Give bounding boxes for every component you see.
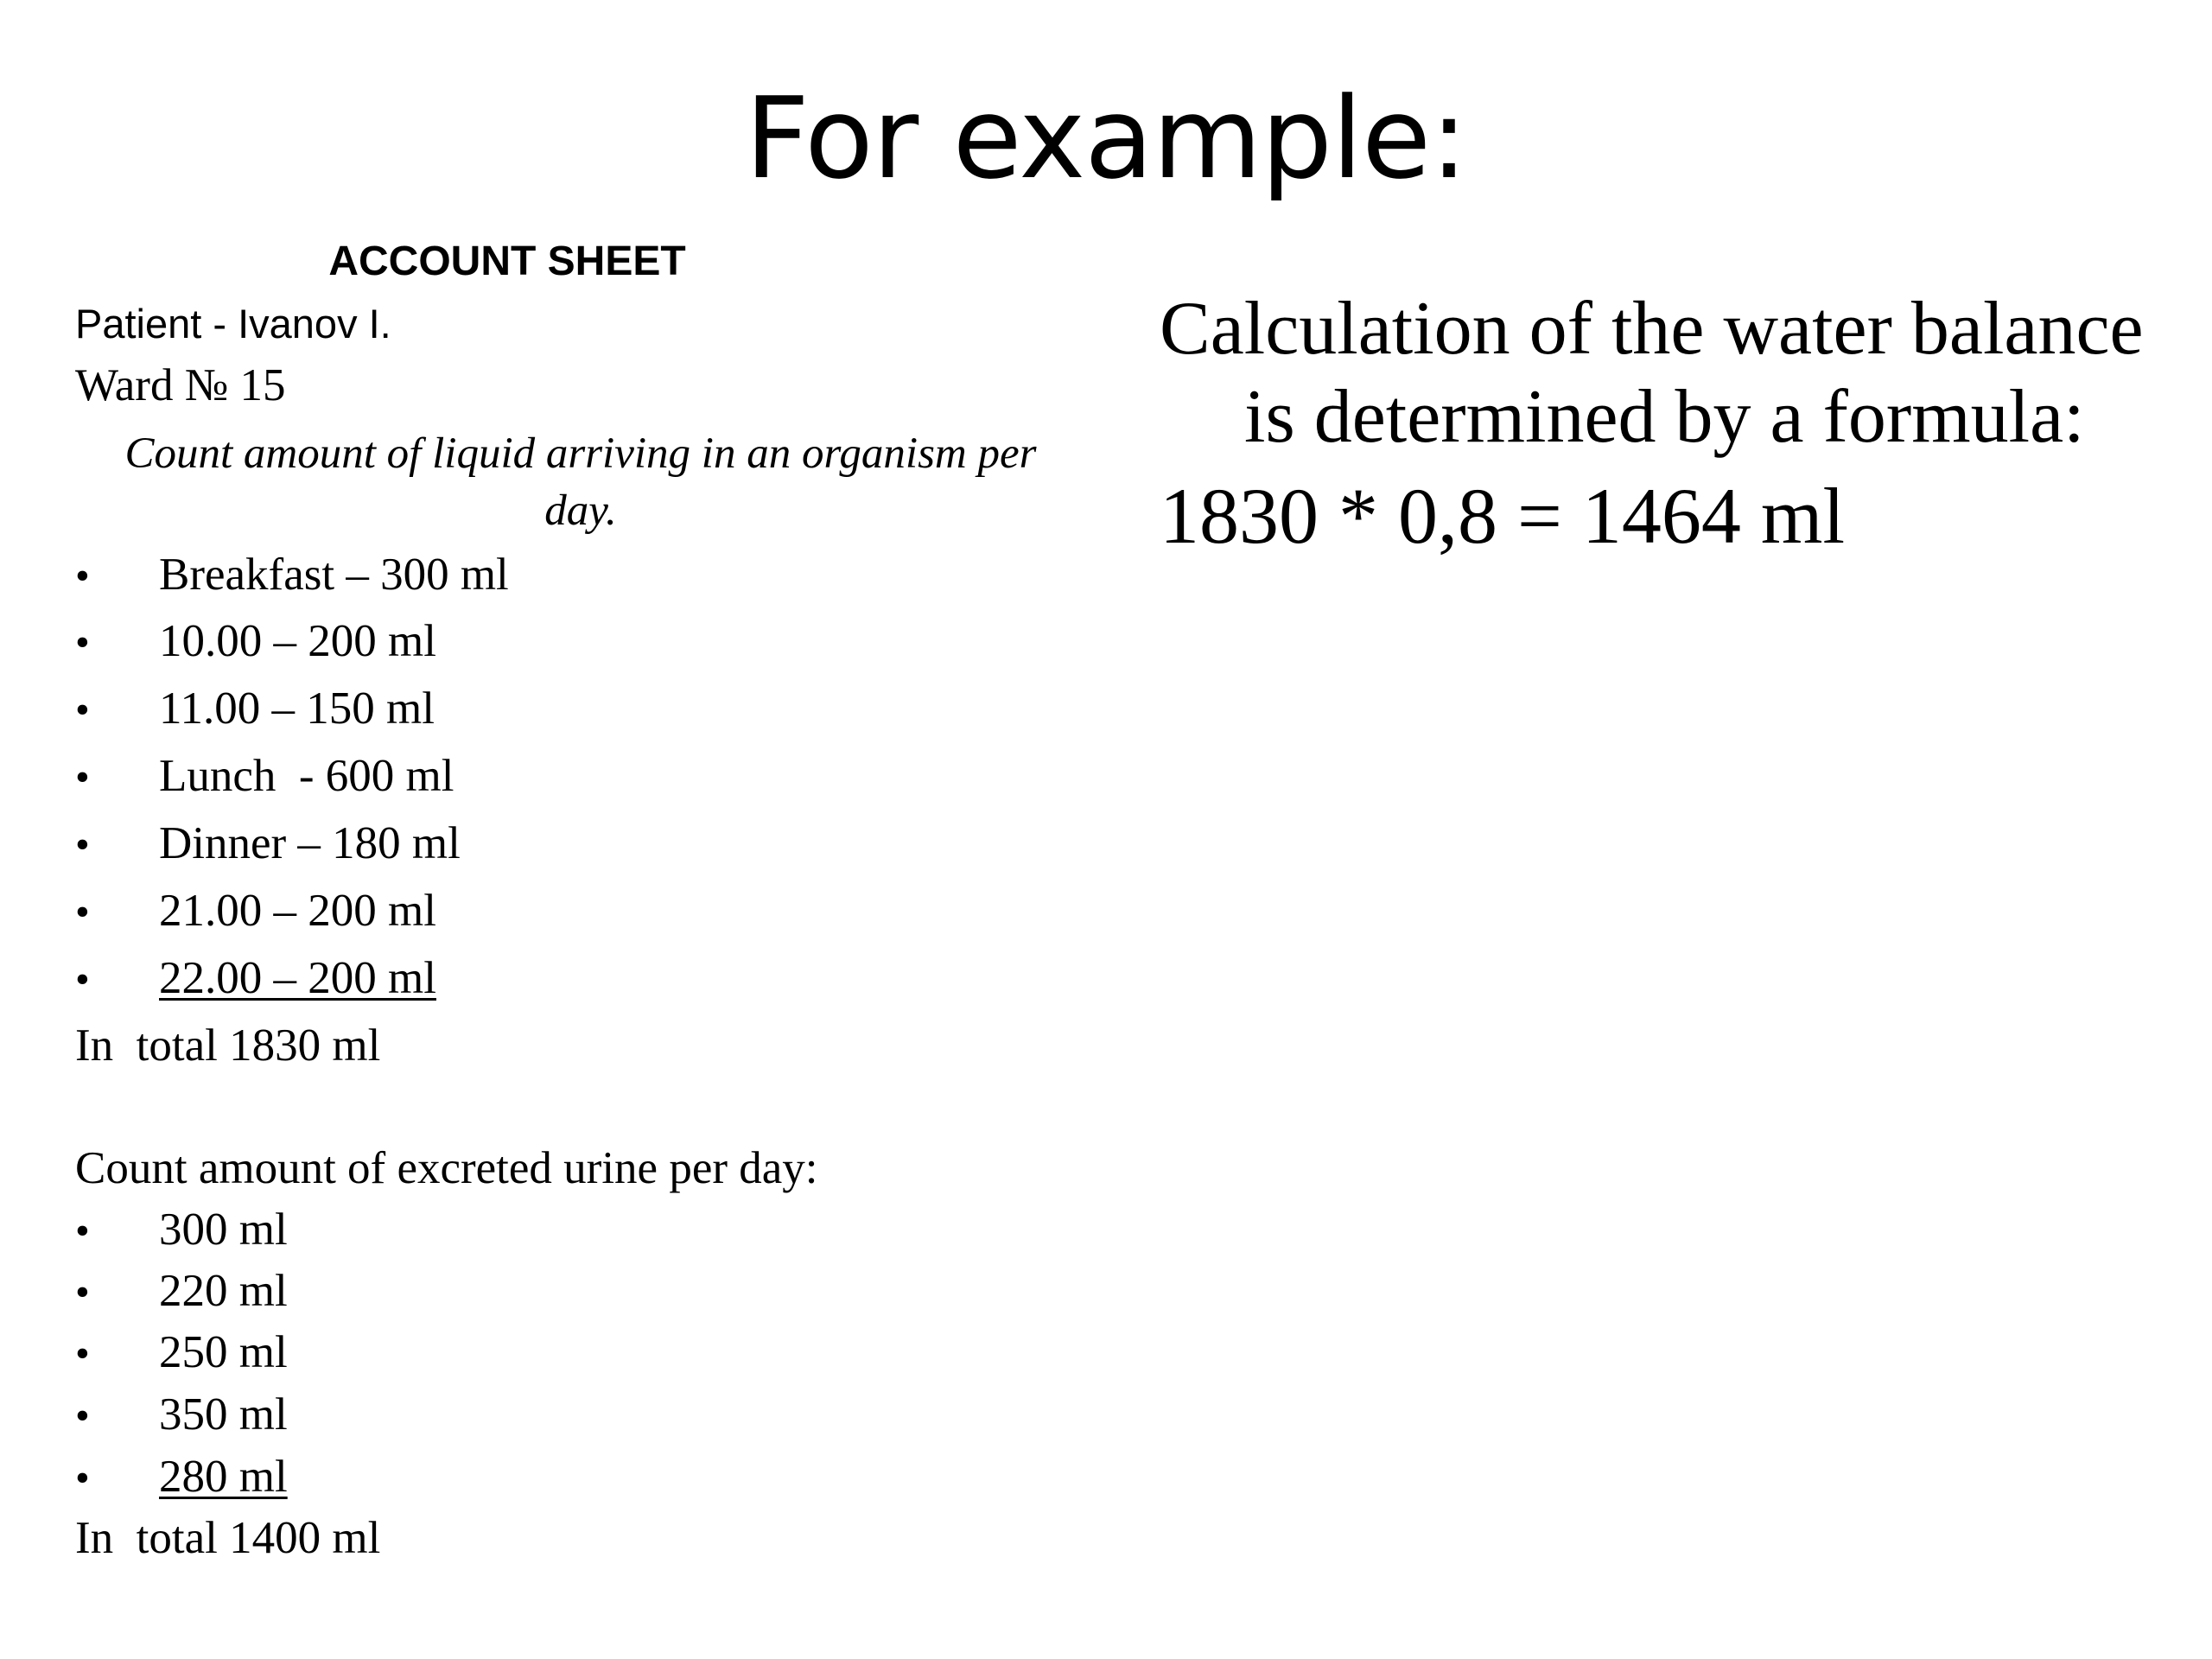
urine-item: • 280 ml — [75, 1448, 288, 1507]
bullet-icon: • — [75, 1269, 90, 1315]
calculation-formula: 1830 * 0,8 = 1464 ml — [1160, 472, 1846, 560]
bullet-icon: • — [75, 1208, 90, 1254]
bullet-icon: • — [75, 553, 90, 599]
urine-item: • 350 ml — [75, 1386, 288, 1445]
intake-item: • 11.00 – 150 ml — [75, 680, 435, 739]
slide-title: For example: — [745, 73, 1467, 204]
intake-item: • 10.00 – 200 ml — [75, 613, 436, 671]
bullet-icon: • — [75, 889, 90, 935]
bullet-icon: • — [75, 687, 90, 733]
calculation-text: Calculation of the water balance is determined by a formula: — [1160, 287, 2144, 459]
bullet-icon: • — [75, 1331, 90, 1376]
intake-instruction-line1: Count amount of liquid arriving in an organism per — [124, 429, 1037, 478]
intake-item: • Dinner – 180 ml — [75, 815, 461, 874]
bullet-icon: • — [75, 957, 90, 1002]
bullet-icon: • — [75, 620, 90, 665]
intake-instruction-line2: day. — [544, 486, 617, 535]
bullet-icon: • — [75, 1455, 90, 1501]
urine-item: • 220 ml — [75, 1262, 288, 1321]
intake-item: • 21.00 – 200 ml — [75, 882, 436, 941]
intake-item: • Breakfast – 300 ml — [75, 546, 509, 605]
account-sheet-heading: ACCOUNT SHEET — [328, 238, 686, 284]
urine-instruction: Count amount of excreted urine per day: — [75, 1143, 818, 1193]
urine-total: In total 1400 ml — [75, 1513, 381, 1563]
urine-item: • 250 ml — [75, 1324, 288, 1382]
ward-number: Ward № 15 — [75, 360, 286, 410]
urine-item: • 300 ml — [75, 1201, 288, 1260]
intake-total: In total 1830 ml — [75, 1020, 381, 1071]
patient-name: Patient - Ivanov I. — [75, 301, 391, 346]
bullet-icon: • — [75, 1393, 90, 1439]
calculation-section — [1160, 285, 2153, 560]
intake-item: • 22.00 – 200 ml — [75, 950, 436, 1008]
bullet-icon: • — [75, 754, 90, 800]
intake-item: • Lunch - 600 ml — [75, 747, 454, 806]
bullet-icon: • — [75, 822, 90, 868]
